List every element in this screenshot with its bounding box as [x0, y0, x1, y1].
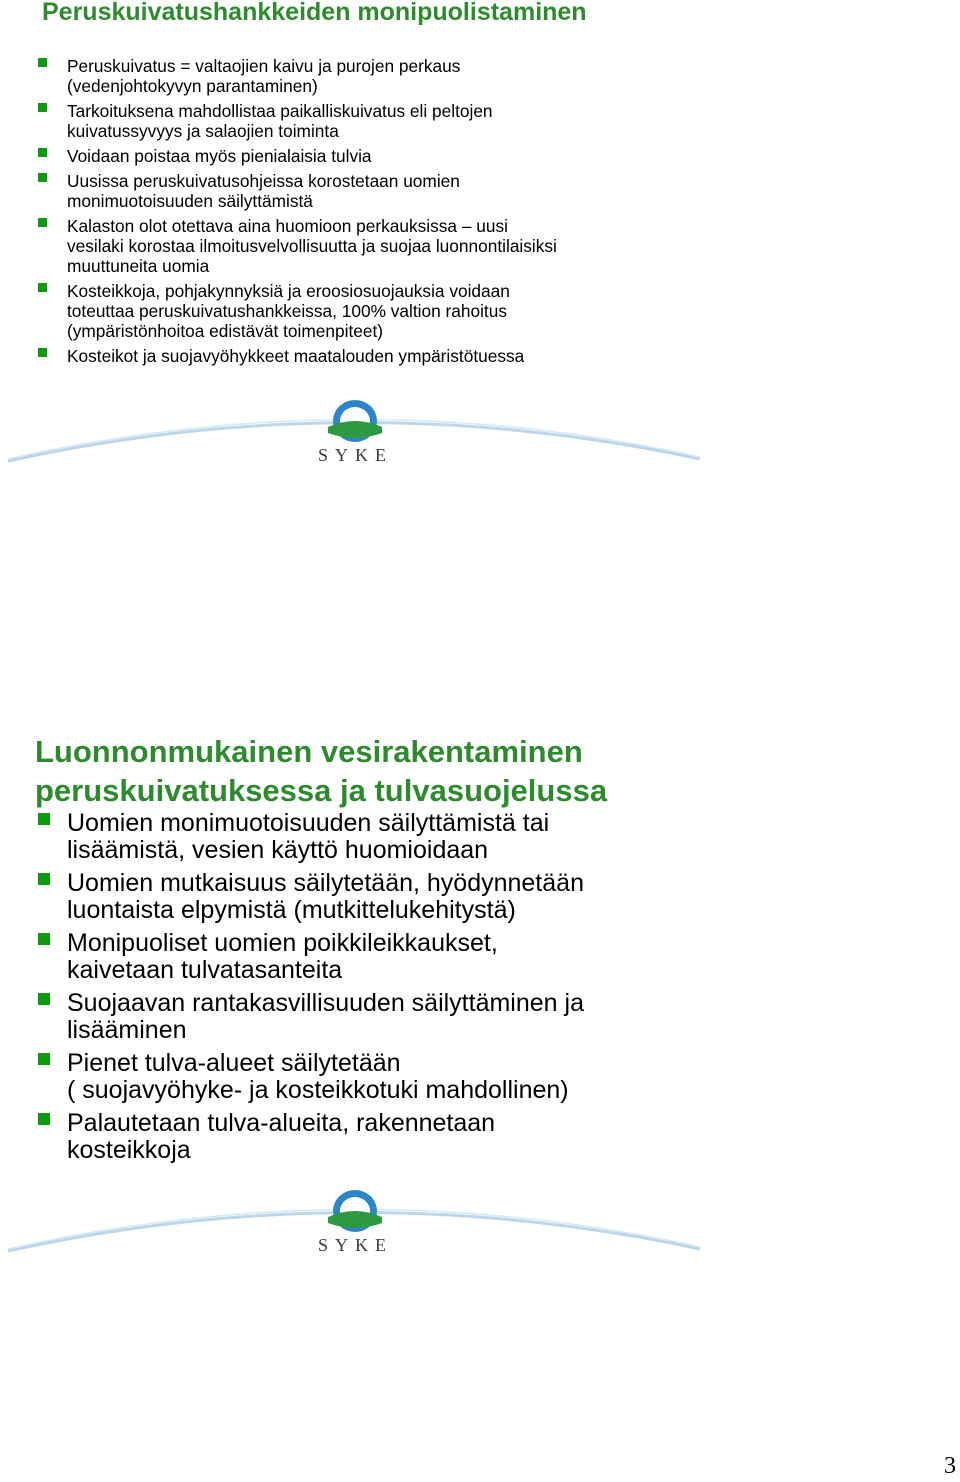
bullet-square-icon — [38, 813, 50, 825]
bullet-square-icon — [38, 283, 47, 292]
bullet-list — [38, 56, 738, 371]
bullet-square-icon — [38, 873, 50, 885]
bullet-square-icon — [38, 1053, 50, 1065]
list-item: Uomien monimuotoisuuden säilyttämistä tai lisäämistä, vesien käyttö huomioidaan — [38, 810, 738, 864]
slide-peruskuivatus — [0, 0, 960, 480]
bullet-square-icon — [38, 348, 47, 357]
bullet-list — [38, 810, 738, 1170]
page-number: 3 — [944, 1453, 956, 1479]
bullet-square-icon — [38, 993, 50, 1005]
bullet-square-icon — [38, 1113, 50, 1125]
list-item: Uusissa peruskuivatusohjeissa korostetaan uomien monimuotoisuuden säilyttämistä — [38, 171, 738, 211]
syke-logo — [0, 395, 720, 475]
list-item: Palautetaan tulva-alueita, rakennetaan kosteikkoja — [38, 1110, 738, 1164]
list-item: Pienet tulva-alueet säilytetään ( suojavyöhyke- ja kosteikkotuki mahdollinen) — [38, 1050, 738, 1104]
syke-logo — [0, 1185, 720, 1265]
list-item: Peruskuivatus = valtaojien kaivu ja purojen perkaus (vedenjohtokyvyn parantaminen) — [38, 56, 738, 96]
list-item: Voidaan poistaa myös pienialaisia tulvia — [38, 146, 738, 166]
list-item: Kosteikkoja, pohjakynnyksiä ja eroosiosuojauksia voidaan toteuttaa peruskuivatushankkeissa, 100% valtion rahoitus (ympäristönhoitoa edistävät toimenpiteet) — [38, 281, 738, 341]
bullet-square-icon — [38, 148, 47, 157]
logo-text: SYKE — [317, 1235, 393, 1255]
list-item: Monipuoliset uomien poikkileikkaukset, kaivetaan tulvatasanteita — [38, 930, 738, 984]
bullet-square-icon — [38, 933, 50, 945]
list-item: Suojaavan rantakasvillisuuden säilyttäminen ja lisääminen — [38, 990, 738, 1044]
list-item: Kosteikot ja suojavyöhykkeet maatalouden ympäristötuessa — [38, 346, 738, 366]
logo-text: SYKE — [317, 445, 393, 465]
bullet-square-icon — [38, 103, 47, 112]
slide-title: Peruskuivatushankkeiden monipuolistaminen — [42, 0, 587, 26]
list-item: Uomien mutkaisuus säilytetään, hyödynnetään luontaista elpymistä (mutkittelukehitystä) — [38, 870, 738, 924]
list-item: Tarkoituksena mahdollistaa paikalliskuivatus eli peltojen kuivatussyvyys ja salaojien toiminta — [38, 101, 738, 141]
slide-title: Luonnonmukainen vesirakentaminen peruskuivatuksessa ja tulvasuojelussa — [35, 734, 608, 808]
bullet-square-icon — [38, 58, 47, 67]
bullet-square-icon — [38, 218, 47, 227]
bullet-square-icon — [38, 173, 47, 182]
slide-luonnonmukainen — [0, 730, 960, 1270]
list-item: Kalaston olot otettava aina huomioon perkauksissa – uusi vesilaki korostaa ilmoitusvelvollisuutta ja suojaa luonnontilaisiksi muuttuneita uomia — [38, 216, 738, 276]
